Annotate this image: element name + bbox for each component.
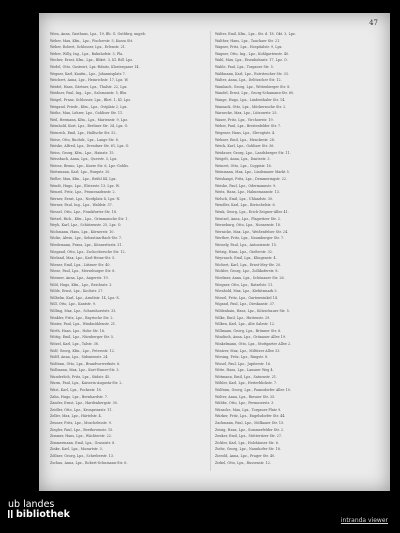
directory-entry: Walther, Hans, Lpz., Tauchaer Str. 21.: [215, 38, 281, 43]
directory-entry: Witzel, Karl, Lpz., Talstr. 38.: [50, 341, 99, 346]
directory-entry: Wissel, Paul, Lpz., Jupiterstr. 16.: [215, 361, 272, 366]
directory-entry: Witte, Hans, Lpz., Lausner Weg 4.: [215, 368, 274, 373]
directory-entry: Werneburg, Otto, Lpz., Nonnenstr. 18.: [215, 223, 281, 228]
right-column: [215, 31, 367, 466]
directory-entry: Wiedemann, Franz, Lpz., Könneritzstr. 31.: [50, 243, 123, 247]
directory-entry: Walter, Emil, Kfm., Lpz., Str. d. 18. Okt. 3, Lpz.: [215, 32, 296, 36]
directory-entry: Weishaupt, Fritz, Lpz., Demmeringstr. 22.: [215, 177, 288, 182]
directory-entry: Wolff, Anna, Lpz., Sidonienstr. 24.: [50, 355, 109, 360]
directory-entry: Weise, Otto, Buchdr., Lpz., Lange Str. 8.: [50, 137, 119, 142]
directory-entry: Wessely, Paul, Lpz., Antonienstr. 15.: [215, 243, 277, 247]
directory-entry: Weigelt, Anna, Lpz., Dantestr. 3.: [215, 157, 271, 162]
directory-entry: Wolf, Georg, Kfm., Lpz., Petersstr. 12.: [50, 348, 115, 353]
directory-entry: Wagner, Otto, Ing., Lpz., Kohlgartenstr. 40.: [215, 51, 290, 56]
directory-entry: Wilken, Karl, Lpz., Alte Salzstr. 12.: [215, 322, 276, 327]
directory-entry: Wiese, Paul, Lpz., Merseburger Str. 8.: [50, 269, 116, 274]
directory-entry: Weyh, Karl, Lpz., Schützenstr. 25, Lpz. O.: [50, 223, 122, 228]
directory-entry: Zinke, Karl, Lpz., Mozartstr. 3.: [50, 447, 103, 452]
directory-entry: Zachmann, Paul, Lpz., Mölkauer Str. 15.: [215, 421, 285, 426]
directory-entry: Wünsche, Max, Lpz., Torgauer Platz 9.: [215, 407, 282, 412]
directory-entry: Wenzel, Fritz, Lpz., Promenadenstr. 2.: [50, 190, 116, 195]
directory-entry: Wange, Hugo, Lpz., Lindenthaler Str. 14.: [215, 97, 286, 102]
directory-entry: Wirsing, Fritz, Lpz., Ringstr. 8.: [215, 355, 269, 360]
directory-entry: Weyrauch, Emil, Lpz., Klingenstr. 4.: [215, 256, 277, 261]
scanned-page: [39, 13, 390, 491]
directory-entry: Weick, Karl, Lpz., Gohliser Str. 36.: [215, 144, 275, 149]
directory-entry: Weiske, Alfred, Lpz., Dresdner Str. 61, Lpz. O.: [50, 144, 130, 149]
library-logo[interactable]: [8, 500, 70, 520]
directory-entry: Weitz, Hans, Lpz., Hahnemannstr. 13.: [215, 190, 280, 195]
directory-entry: Wickler, Georg, Lpz., Zollikoferstr. 8.: [215, 269, 279, 274]
directory-entry: Weinrich, Emil, Lpz., Hallische Str. 52.: [50, 130, 117, 135]
directory-entry: Wagner, Fritz, Lpz., Hospitalstr. 9, Lpz.: [215, 45, 283, 50]
directory-entry: Wilhelm, Karl, Lpz., Arndtstr. 14, Lpz.-S.: [50, 295, 120, 300]
directory-entry: Werner, Ernst, Lpz., Nordplatz 4, Lpz.-N.: [50, 196, 121, 201]
directory-entry: Weidauer, Georg, Lpz., Landsberger Str. 11.: [215, 150, 291, 155]
directory-entry: Walter, Anna, Lpz., Delitzscher Str. 12.: [215, 78, 282, 83]
directory-entry: Zahn, Hugo, Lpz., Bernhardstr. 7.: [50, 394, 108, 399]
directory-entry: Welsch, Emil, Lpz., Uhlandstr. 30.: [215, 196, 274, 201]
directory-entry: Weinert, Otto, Lpz., Coppistr. 16.: [215, 163, 272, 168]
directory-entry: Wieland, Max, Lpz., Karl-Heine-Str. 5.: [50, 256, 116, 261]
directory-entry: Ziegler, Paul, Lpz., Beethovenstr. 15.: [50, 427, 114, 432]
directory-entry: Zeuner, Fritz, Lpz., Moschelesstr. 9.: [50, 421, 112, 426]
directory-entry: Wannack, Otto, Lpz., Möckernsche Str. 2.: [215, 104, 287, 109]
directory-entry: Wolfram, Georg, Lpz., Paunsdorfer Allee 10.: [215, 388, 291, 393]
directory-entry: Warnecke, Max, Lpz., Lützowstr. 25.: [215, 111, 278, 116]
directory-entry: Weinmann, Max, Lpz., Lindenauer Markt 5.: [215, 170, 290, 175]
left-column: [50, 31, 202, 466]
directory-entry: Wambach, Georg, Lpz., Wittenberger Str. 8.: [215, 84, 291, 89]
directory-entry: Weil, Hermann, Kfm., Lpz., Marienstr. 9, Lpz.: [50, 117, 129, 122]
directory-entry: Wilde, Ernst, Lpz., Kochstr. 27.: [50, 289, 104, 294]
directory-entry: Wolter, Anna, Lpz., Riesaer Str. 35.: [215, 394, 276, 399]
directory-entry: Waldmann, Karl, Lpz., Eutritzscher Str. 33.: [215, 71, 290, 76]
column-divider: [210, 31, 211, 471]
directory-entry: Weisse, Bruno, Lpz., Kurze Str. 6, Lpz.-Gohlis.: [50, 163, 130, 168]
directory-entry: Weidel, Hans, Gärtner, Lpz., Thalstr. 22, Lpz.: [50, 84, 128, 89]
directory-entry: Weber, Paul, Lpz., Breitenfelder Str. 7.: [215, 124, 282, 129]
directory-entry: Wiedmer, Anna, Lpz., Schönauer Str. 26.: [215, 275, 285, 280]
directory-entry: Wilke, Emil, Lpz., Huttenstr. 29.: [215, 315, 271, 320]
directory-entry: Wollmann, Max, Lpz., Kurt-Eisner-Str. 3.: [50, 368, 120, 373]
directory-entry: Wildenhain, Hans, Lpz., Kötzschauer Str. 5.: [215, 308, 290, 313]
directory-entry: Wiesel, Fritz, Lpz., Gartenwinkel 14.: [215, 295, 279, 300]
directory-entry: Werner, Paul, Ing., Lpz., Waldstr. 37.: [50, 203, 113, 208]
directory-entry: Winkler, Fritz, Lpz., Bayrische Str. 2.: [50, 315, 114, 320]
directory-entry: Wauer, Fritz, Lpz., Virchowstr. 19.: [215, 117, 274, 122]
directory-entry: Wessel, Otto, Lpz., Frankfurter Str. 18.: [50, 210, 118, 215]
directory-entry: Wurm, Paul, Lpz., Kaiserin-Augusta-Str. 2.: [50, 381, 123, 386]
directory-entry: Zeidler, Otto, Lpz., Kronprinzstr. 11.: [50, 407, 113, 412]
directory-entry: Wetzig, Hans, Lpz., Gießerstr. 32.: [215, 249, 273, 254]
directory-entry: Wild, Hugo, Kfm., Lpz., Reichsstr. 3.: [50, 282, 113, 287]
directory-entry: Wübbe, Otto, Lpz., Permoserstr. 3.: [215, 401, 275, 406]
directory-entry: Weber, Robert, Schlosser, Lpz., Erlenstr. 21.: [50, 45, 126, 50]
directory-entry: Wehner, Emil, Lpz., Menckestr. 28.: [215, 137, 276, 142]
directory-entry: Wirth, Hans, Lpz., Hohe Str. 16.: [50, 328, 106, 333]
directory-entry: Zschau, Anna, Lpz., Robert-Schumann-Str. 6.: [50, 460, 128, 465]
directory-entry: Zeller, Max, Lpz., Härtelstr. 4.: [50, 414, 102, 419]
directory-entry: Wandel, Ernst, Lpz., Georg-Schumann-Str. 60.: [215, 91, 295, 96]
directory-entry: Weinhold, Kurt, Lpz., Berliner Str. 34, Lpz. O.: [50, 124, 129, 129]
directory-entry: Zickler, Karl, Lpz., Holzhäuser Str. 6.: [215, 440, 279, 445]
directory-entry: Wicke, Alwin, Lpz., Sebastian-Bach-Str. 7.: [50, 236, 123, 241]
directory-entry: Weber, Max, Kfm., Lpz., Fischerstr. 5, Kurza Stt.: [50, 38, 134, 43]
directory-entry: Willmann, Georg, Lpz., Brünner Str. 6.: [215, 328, 282, 333]
logo-line-2: [8, 510, 70, 520]
directory-entry: Wentzel, Anna, Lpz., Plagwitzer Str. 2.: [215, 216, 282, 221]
directory-entry: Wiegand, Otto, Lpz., Zschochersche Str. 12.: [50, 249, 126, 254]
directory-entry: Wittmann, Emil, Lpz., Saturnstr. 21.: [215, 374, 278, 379]
directory-entry: Wüst, Karl, Lpz., Fockestr. 18.: [50, 388, 102, 393]
directory-entry: Zenker, Emil, Lpz., Stötteritzer Str. 27.: [215, 434, 283, 439]
directory-entry: Wetzel, Rich., Kfm., Lpz., Grimmaische Str. 1.: [50, 216, 129, 221]
directory-entry: Wecker, Ernst, Kfm., Lpz., Bbkrt. 3, Kl. Rdl. Lpz.: [50, 58, 134, 63]
directory-entry: Wernicke, Max, Lpz., Weißenfelser Str. 24.: [215, 229, 289, 234]
directory-entry: Windisch, Anna, Lpz., Grünauer Allee 19.: [215, 335, 287, 340]
directory-entry: Wienhold, Max, Lpz., Kiebitzmark 3.: [215, 289, 278, 294]
directory-entry: Wolfram, Otto, Lpz., Brandvorwerkstr. 6.: [50, 361, 121, 366]
directory-entry: Zander, Ernst, Lpz., Hardenbergstr. 30.: [50, 401, 119, 406]
directory-entry: Weichert, Anna, Lpz., Heinrichstr. 17, Lpz. W.: [50, 78, 129, 83]
directory-entry: Wahle, Paul, Lpz., Torgauer Str. 5.: [215, 64, 274, 69]
directory-entry: Weitzmann, Karl, Lpz., Burgstr. 20.: [50, 170, 111, 175]
logo-line-2-text: bibliothek: [16, 509, 70, 520]
directory-entry: Zirkel, Otto, Lpz., Russenstr. 12.: [215, 460, 271, 465]
directory-entry: Wendt, Hugo, Lpz., Elsterstr. 13, Lpz. W.: [50, 183, 120, 188]
directory-entry: Wöhler, Karl, Lpz., Heiterblickstr. 7.: [215, 381, 278, 386]
directory-entry: Wien, Anna, Gasthaus, Lpz., 19, Bb. G. Guthbrg. ungeb.: [50, 32, 146, 36]
directory-entry: Wegener, Hans, Lpz., Slevogtstr. 4.: [215, 130, 276, 135]
directory-entry: Wiener, Emil, Lpz., Lützner Str. 40.: [50, 262, 111, 267]
directory-entry: Wigand, Paul, Lpz., Dieskaustr. 37.: [215, 302, 276, 307]
directory-entry: Weller, Max, Kfm., Lpz., Brühl 44, Lpz.: [50, 177, 117, 182]
directory-entry: Wenk, Georg, Lpz., Erich-Zeigner-Allee 41.: [215, 210, 289, 215]
directory-entry: Wegner, Karl, Kaufm., Lpz., Johannisplatz 7.: [50, 71, 126, 76]
directory-entry: Weihe, Max, Lehrer, Lpz., Gohliser Str. 11.: [50, 111, 124, 116]
directory-entry: Weigand, Friedr., Kfm., Lpz., Ostplatz 2, Lpz.: [50, 104, 128, 109]
directory-entry: Wiegner, Otto, Lpz., Ratzelstr. 11.: [215, 282, 274, 287]
page-number: 47: [369, 19, 378, 27]
directory-entry: Winter, Paul, Lpz., Windmühlenstr. 21.: [50, 322, 117, 327]
directory-entry: Zöllner, Georg, Lpz., Schreberstr. 13.: [50, 454, 115, 458]
directory-entry: Wichmann, Hans, Lpz., Körnerstr. 10.: [50, 229, 115, 234]
directory-entry: Weigel, Franz, Schlosser, Lpz., Bbrt. 1, Kl. Lpz.: [50, 97, 132, 102]
directory-entry: Wunderlich, Fritz, Lpz., Südstr. 45.: [50, 374, 111, 379]
logo-bars-icon: [8, 510, 14, 518]
directory-entry: Wedel, Otto, Gastwirt, Lpz.-Rdnitz, Klostergasse 14.: [50, 64, 140, 69]
directory-entry: Wichert, Karl, Lpz., Ernst-Mey-Str. 20.: [215, 262, 282, 267]
logo-line-1: ub landes: [8, 499, 55, 510]
directory-entry: Zimmer, Hans, Lpz., Wächterstr. 22.: [50, 434, 112, 439]
directory-entry: Wittig, Emil, Lpz., Nürnberger Str. 5.: [50, 335, 115, 340]
directory-entry: Weiske, Paul, Lpz., Odermannstr. 9.: [215, 183, 277, 188]
directory-entry: Weidner, Paul, Ing., Lpz., Salomonstr. 5, Bbs.: [50, 91, 128, 96]
directory-entry: Wiesner, Anna, Lpz., Angerstr. 19.: [50, 275, 109, 280]
directory-entry: Weber, Willy, Ing., Lpz., Bahnhofstr. 3, Pla.: [50, 51, 124, 56]
directory-entry: Willing, Max, Lpz., Scharnhorststr. 33.: [50, 308, 117, 313]
directory-entry: Werther, Fritz, Lpz., Naumburger Str. 7.: [215, 236, 285, 241]
directory-entry: Würker, Fritz, Lpz., Engelsdorfer Str. 44.: [215, 414, 286, 419]
directory-entry: Winkelmann, Otto, Lpz., Stuttgarter Allee 2.: [215, 341, 292, 346]
directory-entry: Wendler, Karl, Lpz., Rietschelstr. 6.: [215, 203, 276, 208]
directory-entry: Zeisig, Hans, Lpz., Sommerfelder Str. 2.: [215, 427, 285, 432]
directory-entry: Zimmermann, Emil, Lpz., Grassistr. 8.: [50, 440, 116, 445]
directory-entry: Will, Otto, Lpz., Kantstr. 9.: [50, 302, 97, 307]
directory-entry: Zierold, Anna, Lpz., Prager Str. 40.: [215, 454, 276, 458]
directory-entry: Weissbach, Anna, Lpz., Querstr. 3, Lpz.: [50, 157, 118, 162]
directory-entry: Ziehe, Georg, Lpz., Naunhofer Str. 18.: [215, 447, 282, 452]
viewer-link[interactable]: intranda viewer: [340, 517, 388, 524]
directory-entry: Wintzer, Max, Lpz., Miltitzer Allee 33.: [215, 348, 281, 353]
directory-entry: Wahl, Max, Lpz., Eisenbahnstr. 17, Lpz. O.: [215, 58, 288, 63]
directory-entry: Weiss, Georg, Kfm., Lpz., Hainstr. 15.: [50, 150, 115, 155]
